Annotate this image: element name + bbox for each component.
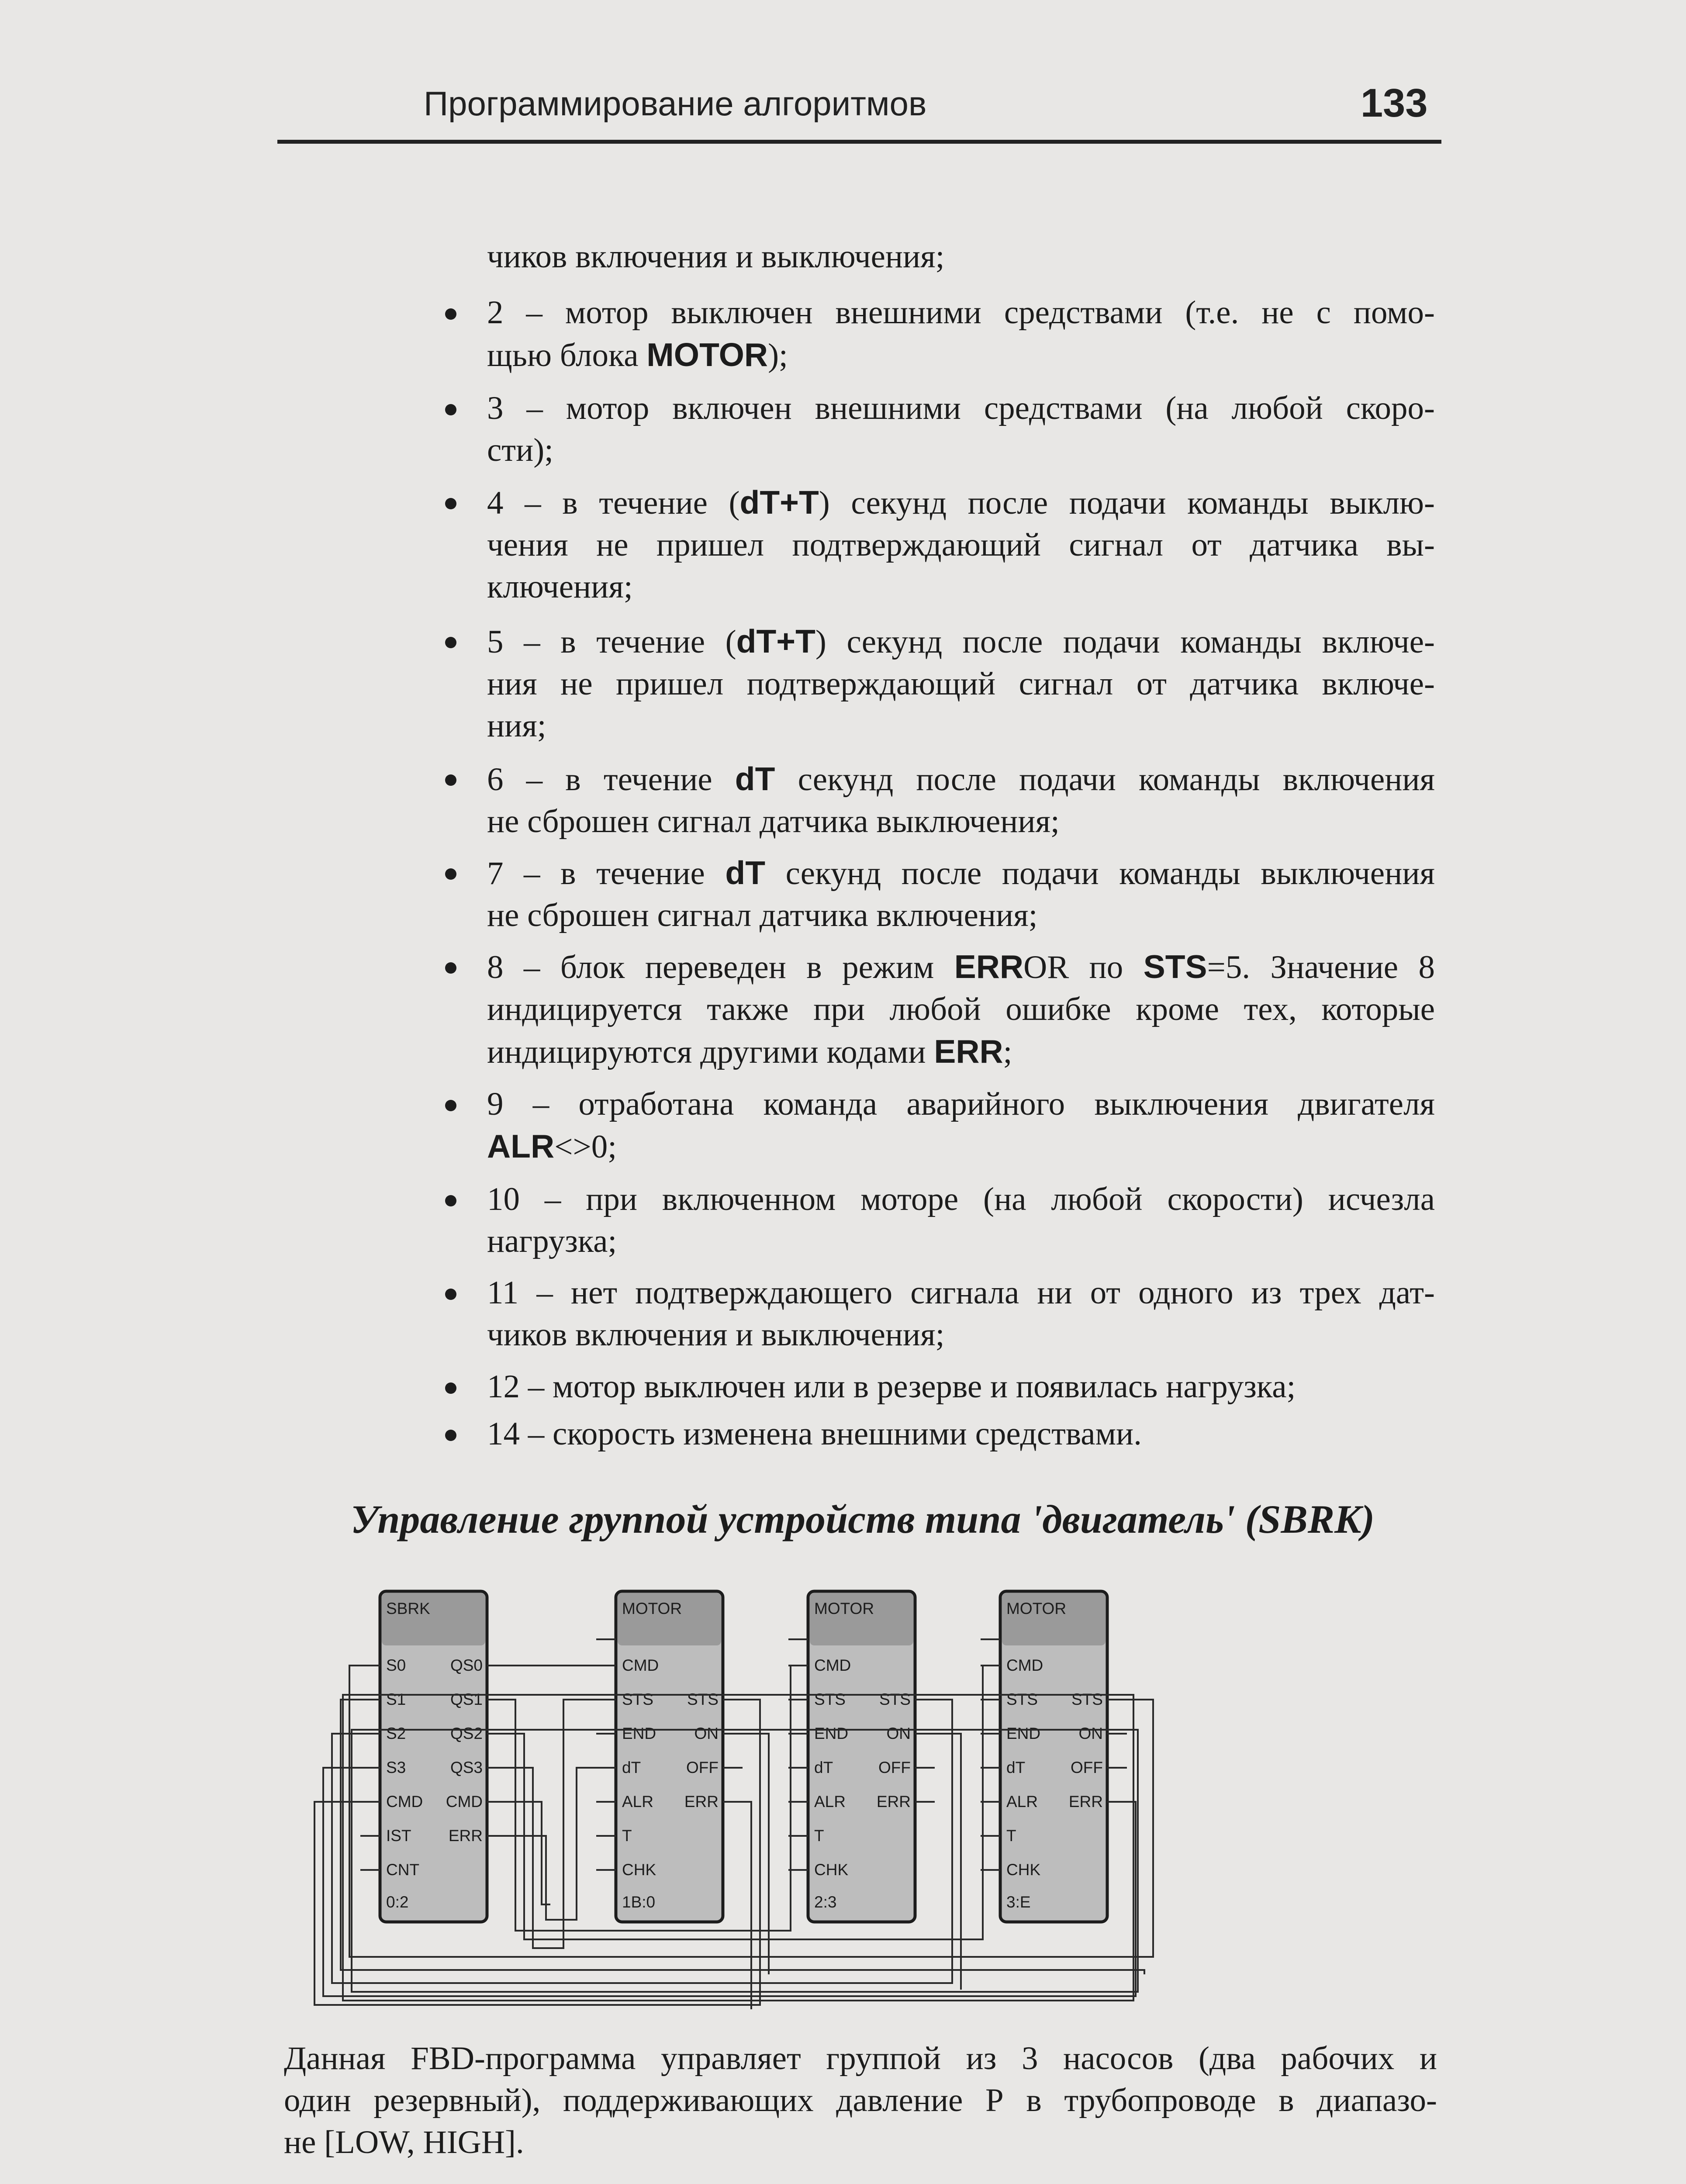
list-item-line: 3 – мотор включен внешними средствами (на любой скоро- <box>487 390 1435 426</box>
motor-input-label: END <box>814 1724 849 1742</box>
list-item-line: 12 – мотор выключен или в резерве и появилась нагрузка; <box>487 1368 1296 1405</box>
sbrk-input-label: S0 <box>386 1656 406 1674</box>
sbrk-output-label: CMD <box>446 1793 483 1811</box>
motor-output-label: ERR <box>1068 1793 1103 1811</box>
page-number: 133 <box>1361 81 1428 125</box>
list-item-line: 9 – отработана команда аварийного выключения двигателя <box>487 1086 1435 1122</box>
continuation-line: чиков включения и выключения; <box>487 238 945 275</box>
motor-input-label: STS <box>622 1690 653 1708</box>
sbrk-output-label: QS2 <box>450 1724 483 1742</box>
list-item-line: ALR<>0; <box>487 1128 617 1165</box>
motor-input-label: CHK <box>814 1861 849 1879</box>
motor-output-label: STS <box>879 1690 911 1708</box>
list-item-line: 2 – мотор выключен внешними средствами (т.е. не с помо- <box>487 294 1435 331</box>
sbrk-output-label: QS0 <box>450 1656 483 1674</box>
list-item-line: ния; <box>487 708 546 744</box>
sbrk-title: SBRK <box>386 1600 430 1617</box>
connection-wire <box>743 1802 751 2009</box>
list-item-line: 4 – в течение (dT+T) секунд после подачи команды выклю- <box>487 484 1435 521</box>
list-item-line: чения не пришел подтверждающий сигнал от датчика вы- <box>487 527 1435 563</box>
motor-address: 3:E <box>1006 1893 1031 1911</box>
list-item-line: ключения; <box>487 569 633 605</box>
connection-wire <box>935 1734 961 1990</box>
sbrk-input-label: CMD <box>386 1793 423 1811</box>
motor-input-label: dT <box>622 1759 641 1776</box>
motor-input-label: T <box>1006 1827 1016 1845</box>
sbrk-input-label: S1 <box>386 1690 406 1708</box>
motor-input-label: ALR <box>622 1793 653 1811</box>
motor-input-label: ALR <box>1006 1793 1038 1811</box>
running-title: Программирование алгоритмов <box>424 84 927 123</box>
motor-output-label: OFF <box>878 1759 911 1776</box>
sbrk-output-label: ERR <box>448 1827 483 1845</box>
list-item-line: щью блока MOTOR); <box>487 336 788 373</box>
motor-input-label: CMD <box>622 1656 659 1674</box>
paragraph-line: один резервный), поддерживающих давление Р в трубопроводе в диапазо- <box>284 2082 1437 2118</box>
motor-input-label: T <box>622 1827 632 1845</box>
motor-input-label: STS <box>1006 1690 1038 1708</box>
motor-title: MOTOR <box>622 1600 682 1617</box>
connection-wire <box>507 1802 550 1904</box>
motor-input-label: CMD <box>814 1656 851 1674</box>
motor-input-label: STS <box>814 1690 846 1708</box>
sbrk-input-label: S3 <box>386 1759 406 1776</box>
list-item-line: не сброшен сигнал датчика выключения; <box>487 803 1060 840</box>
motor-output-label: ON <box>886 1724 911 1742</box>
motor-input-label: T <box>814 1827 824 1845</box>
list-item-line: сти); <box>487 432 554 468</box>
list-item-line: 11 – нет подтверждающего сигнала ни от одного из трех дат- <box>487 1275 1435 1311</box>
sbrk-input-label: IST <box>386 1827 411 1845</box>
connection-wire <box>507 1768 596 1920</box>
motor-output-label: ON <box>1078 1724 1103 1742</box>
motor-title: MOTOR <box>814 1600 874 1617</box>
list-item-line: 7 – в течение dT секунд после подачи команды выключения <box>487 854 1435 892</box>
motor-input-label: dT <box>1006 1759 1026 1776</box>
motor-output-label: ON <box>694 1724 719 1742</box>
section-title: Управление группой устройств типа 'двигатель' (SBRK) <box>350 1497 1375 1541</box>
list-item-line: ния не пришел подтверждающий сигнал от датчика включе- <box>487 666 1435 702</box>
list-item-line: индицируется также при любой ошибке кроме тех, которые <box>487 991 1435 1027</box>
paragraph <box>284 2182 1437 2184</box>
list-item-line: не сброшен сигнал датчика включения; <box>487 897 1038 933</box>
motor-output-label: ERR <box>684 1793 719 1811</box>
list-item-line: 6 – в течение dT секунд после подачи команды включения <box>487 760 1435 798</box>
motor-output-label: STS <box>1071 1690 1103 1708</box>
sbrk-address: 0:2 <box>386 1893 409 1911</box>
motor-input-label: ALR <box>814 1793 846 1811</box>
list-item-line: индицируются другими кодами ERR; <box>487 1033 1012 1070</box>
paragraph <box>284 2038 1437 2163</box>
motor-input-label: dT <box>814 1759 833 1776</box>
sbrk-output-label: QS1 <box>450 1690 483 1708</box>
motor-input-label: CMD <box>1006 1656 1043 1674</box>
motor-address: 2:3 <box>814 1893 837 1911</box>
motor-output-label: OFF <box>1071 1759 1103 1776</box>
list-item-line: 8 – блок переведен в режим ERROR по STS=5. Значение 8 <box>487 948 1435 985</box>
paragraph-line <box>284 2182 1437 2184</box>
motor-input-label: CHK <box>622 1861 656 1879</box>
motor-input-label: END <box>1006 1724 1041 1742</box>
connection-wire <box>743 1734 769 1974</box>
list-item-line: чиков включения и выключения; <box>487 1317 945 1353</box>
motor-output-label: STS <box>687 1690 719 1708</box>
connection-wire <box>507 1700 596 1948</box>
sbrk-input-label: S2 <box>386 1724 406 1742</box>
sbrk-input-label: CNT <box>386 1861 420 1879</box>
list-item-line: 10 – при включенном моторе (на любой скорости) исчезла <box>487 1181 1435 1217</box>
motor-output-label: ERR <box>876 1793 911 1811</box>
list-item-line: 14 – скорость изменена внешними средствами. <box>487 1416 1142 1452</box>
motor-title: MOTOR <box>1006 1600 1067 1617</box>
motor-output-label: OFF <box>686 1759 719 1776</box>
motor-address: 1B:0 <box>622 1893 656 1911</box>
list-item-line: нагрузка; <box>487 1223 617 1259</box>
paragraph-line: Данная FBD-программа управляет группой из 3 насосов (два рабочих и <box>284 2040 1437 2077</box>
motor-input-label: CHK <box>1006 1861 1041 1879</box>
motor-input-label: END <box>622 1724 656 1742</box>
sbrk-output-label: QS3 <box>450 1759 483 1776</box>
paragraph-line: не [LOW, HIGH]. <box>284 2124 524 2160</box>
list-item-line: 5 – в течение (dT+T) секунд после подачи команды включе- <box>487 623 1435 660</box>
